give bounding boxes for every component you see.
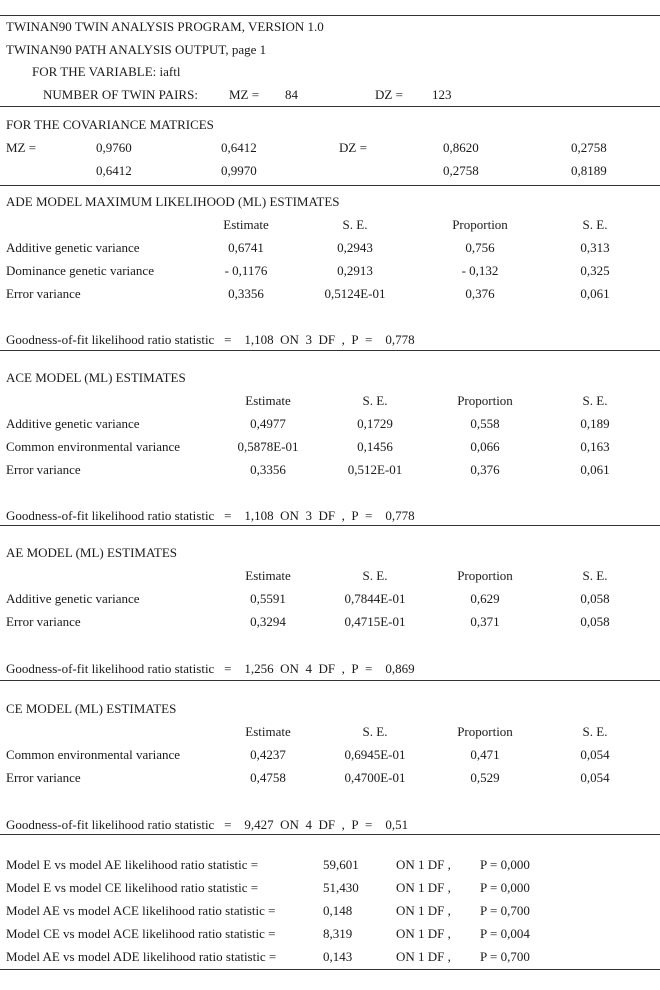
col-se-header: S. E. xyxy=(362,568,388,583)
col-se2-header: S. E. xyxy=(582,393,608,408)
row-label: Error variance xyxy=(6,614,81,629)
gof-label: Goodness-of-fit likelihood ratio statistic xyxy=(6,817,215,832)
comparison-df: ON 1 DF , xyxy=(396,903,451,918)
cell-se2: 0,325 xyxy=(580,263,610,278)
covariance-title: FOR THE COVARIANCE MATRICES xyxy=(6,117,214,132)
gof-df: 4 xyxy=(305,817,312,832)
cell-se2: 0,061 xyxy=(580,462,610,477)
mz-pairs-value: 84 xyxy=(285,87,298,102)
comparison-df: ON 1 DF , xyxy=(396,926,451,941)
cell-se: 0,1456 xyxy=(357,439,393,454)
cell-proportion: 0,756 xyxy=(465,240,495,255)
cell-proportion: 0,529 xyxy=(470,770,500,785)
mz-matrix-cell: 0,6412 xyxy=(96,163,132,178)
cell-estimate: - 0,1176 xyxy=(224,263,268,278)
cell-proportion: 0,371 xyxy=(470,614,500,629)
row-label: Common environmental variance xyxy=(6,747,181,762)
gof-stat: 1,108 xyxy=(244,332,274,347)
cell-se2: 0,054 xyxy=(580,770,610,785)
top-rule xyxy=(0,15,660,16)
section-rule xyxy=(0,185,660,186)
variable-line xyxy=(32,64,180,80)
gof-p: 0,869 xyxy=(385,661,415,676)
cell-estimate: 0,5878E-01 xyxy=(237,439,299,454)
cell-estimate: 0,3294 xyxy=(250,614,286,629)
comparison-label: Model AE vs model ADE likelihood ratio statistic = xyxy=(6,949,277,964)
section-rule xyxy=(0,525,660,526)
gof-line: Goodness-of-fit likelihood ratio statistic = 1,108 ON 3 DF , P = 0,778 xyxy=(6,508,415,523)
row-label: Additive genetic variance xyxy=(6,591,140,606)
col-proportion-header: Proportion xyxy=(452,217,508,232)
cell-estimate: 0,5591 xyxy=(250,591,286,606)
dz-pairs-label: DZ = xyxy=(375,87,403,102)
variable-label: FOR THE VARIABLE: xyxy=(32,64,157,79)
cell-se: 0,5124E-01 xyxy=(324,286,386,301)
comparison-label: Model E vs model CE likelihood ratio statistic = xyxy=(6,880,259,895)
comparison-p: P = 0,700 xyxy=(480,903,530,918)
col-proportion-header: Proportion xyxy=(457,568,513,583)
cell-se: 0,1729 xyxy=(357,416,393,431)
dz-matrix-cell: 0,2758 xyxy=(443,163,479,178)
mz-matrix-cell: 0,9970 xyxy=(221,163,257,178)
mz-pairs-label: MZ = xyxy=(229,87,260,102)
dz-matrix-cell: 0,2758 xyxy=(571,140,607,155)
row-label: Common environmental variance xyxy=(6,439,181,454)
cell-se2: 0,058 xyxy=(580,614,610,629)
cell-proportion: - 0,132 xyxy=(461,263,499,278)
col-se-header: S. E. xyxy=(362,724,388,739)
dz-matrix-cell: 0,8620 xyxy=(443,140,479,155)
gof-line: Goodness-of-fit likelihood ratio statistic = 1,256 ON 4 DF , P = 0,869 xyxy=(6,661,415,676)
gof-label: Goodness-of-fit likelihood ratio statistic xyxy=(6,332,215,347)
cell-estimate: 0,4237 xyxy=(250,747,286,762)
gof-stat: 1,108 xyxy=(244,508,274,523)
cell-estimate: 0,4758 xyxy=(250,770,286,785)
ade-title: ADE MODEL MAXIMUM LIKELIHOOD (ML) ESTIMATES xyxy=(6,194,340,209)
twin-pairs-label: NUMBER OF TWIN PAIRS: xyxy=(43,87,198,102)
mz-matrix-label: MZ = xyxy=(6,140,37,155)
ae-title: AE MODEL (ML) ESTIMATES xyxy=(6,545,178,560)
mz-matrix-cell: 0,9760 xyxy=(96,140,132,155)
col-estimate-header: Estimate xyxy=(245,393,291,408)
col-estimate-header: Estimate xyxy=(245,568,291,583)
row-label: Error variance xyxy=(6,286,81,301)
dz-pairs-value: 123 xyxy=(432,87,452,102)
section-rule xyxy=(0,350,660,351)
gof-df: 4 xyxy=(305,661,312,676)
comparison-label: Model CE vs model ACE likelihood ratio statistic = xyxy=(6,926,276,941)
comparison-label: Model AE vs model ACE likelihood ratio statistic = xyxy=(6,903,276,918)
row-label: Error variance xyxy=(6,462,81,477)
col-se2-header: S. E. xyxy=(582,568,608,583)
col-se2-header: S. E. xyxy=(582,217,608,232)
cell-proportion: 0,629 xyxy=(470,591,500,606)
section-rule xyxy=(0,834,660,835)
comparison-stat: 0,143 xyxy=(323,949,353,964)
cell-proportion: 0,558 xyxy=(470,416,500,431)
cell-se: 0,512E-01 xyxy=(347,462,403,477)
mz-matrix-cell: 0,6412 xyxy=(221,140,257,155)
comparison-df: ON 1 DF , xyxy=(396,949,451,964)
gof-p: 0,778 xyxy=(385,508,415,523)
cell-se: 0,6945E-01 xyxy=(344,747,406,762)
gof-line: Goodness-of-fit likelihood ratio statistic = 1,108 ON 3 DF , P = 0,778 xyxy=(6,332,415,347)
cell-proportion: 0,066 xyxy=(470,439,500,454)
cell-se: 0,4715E-01 xyxy=(344,614,406,629)
gof-label: Goodness-of-fit likelihood ratio statistic xyxy=(6,661,215,676)
row-label: Additive genetic variance xyxy=(6,240,140,255)
row-label: Additive genetic variance xyxy=(6,416,140,431)
col-se2-header: S. E. xyxy=(582,724,608,739)
cell-se: 0,2943 xyxy=(337,240,373,255)
cell-proportion: 0,376 xyxy=(465,286,495,301)
cell-se2: 0,061 xyxy=(580,286,610,301)
gof-p: 0,51 xyxy=(385,817,409,832)
col-estimate-header: Estimate xyxy=(245,724,291,739)
cell-se: 0,4700E-01 xyxy=(344,770,406,785)
ce-title: CE MODEL (ML) ESTIMATES xyxy=(6,701,177,716)
cell-estimate: 0,3356 xyxy=(228,286,264,301)
comparison-p: P = 0,000 xyxy=(480,880,530,895)
dz-matrix-label: DZ = xyxy=(339,140,367,155)
row-label: Dominance genetic variance xyxy=(6,263,154,278)
gof-line: Goodness-of-fit likelihood ratio statistic = 9,427 ON 4 DF , P = 0,51 xyxy=(6,817,409,832)
comparison-p: P = 0,004 xyxy=(480,926,530,941)
comparison-stat: 59,601 xyxy=(323,857,359,872)
row-label: Error variance xyxy=(6,770,81,785)
cell-proportion: 0,471 xyxy=(470,747,500,762)
gof-p: 0,778 xyxy=(385,332,415,347)
cell-estimate: 0,6741 xyxy=(228,240,264,255)
cell-se2: 0,189 xyxy=(580,416,610,431)
col-proportion-header: Proportion xyxy=(457,724,513,739)
gof-df: 3 xyxy=(305,508,312,523)
gof-df: 3 xyxy=(305,332,312,347)
dz-matrix-cell: 0,8189 xyxy=(571,163,607,178)
col-se-header: S. E. xyxy=(362,393,388,408)
comparison-stat: 0,148 xyxy=(323,903,353,918)
variable-name: iaftl xyxy=(159,64,181,79)
cell-se2: 0,163 xyxy=(580,439,610,454)
cell-estimate: 0,3356 xyxy=(250,462,286,477)
col-estimate-header: Estimate xyxy=(223,217,269,232)
cell-estimate: 0,4977 xyxy=(250,416,286,431)
program-title: TWINAN90 TWIN ANALYSIS PROGRAM, VERSION 1.0 xyxy=(6,19,324,34)
cell-se: 0,2913 xyxy=(337,263,373,278)
gof-stat: 9,427 xyxy=(244,817,274,832)
comparison-stat: 51,430 xyxy=(323,880,359,895)
cell-se2: 0,058 xyxy=(580,591,610,606)
bottom-rule xyxy=(0,969,660,970)
col-se-header: S. E. xyxy=(342,217,368,232)
comparison-df: ON 1 DF , xyxy=(396,857,451,872)
ace-title: ACE MODEL (ML) ESTIMATES xyxy=(6,370,186,385)
cell-proportion: 0,376 xyxy=(470,462,500,477)
comparison-label: Model E vs model AE likelihood ratio statistic = xyxy=(6,857,259,872)
section-rule xyxy=(0,680,660,681)
gof-stat: 1,256 xyxy=(244,661,274,676)
cell-se2: 0,054 xyxy=(580,747,610,762)
comparison-stat: 8,319 xyxy=(323,926,353,941)
comparison-df: ON 1 DF , xyxy=(396,880,451,895)
col-proportion-header: Proportion xyxy=(457,393,513,408)
output-title: TWINAN90 PATH ANALYSIS OUTPUT, page 1 xyxy=(6,42,267,57)
cell-se: 0,7844E-01 xyxy=(344,591,406,606)
comparison-p: P = 0,700 xyxy=(480,949,530,964)
cell-se2: 0,313 xyxy=(580,240,610,255)
comparison-p: P = 0,000 xyxy=(480,857,530,872)
section-rule xyxy=(0,106,660,107)
gof-label: Goodness-of-fit likelihood ratio statistic xyxy=(6,508,215,523)
